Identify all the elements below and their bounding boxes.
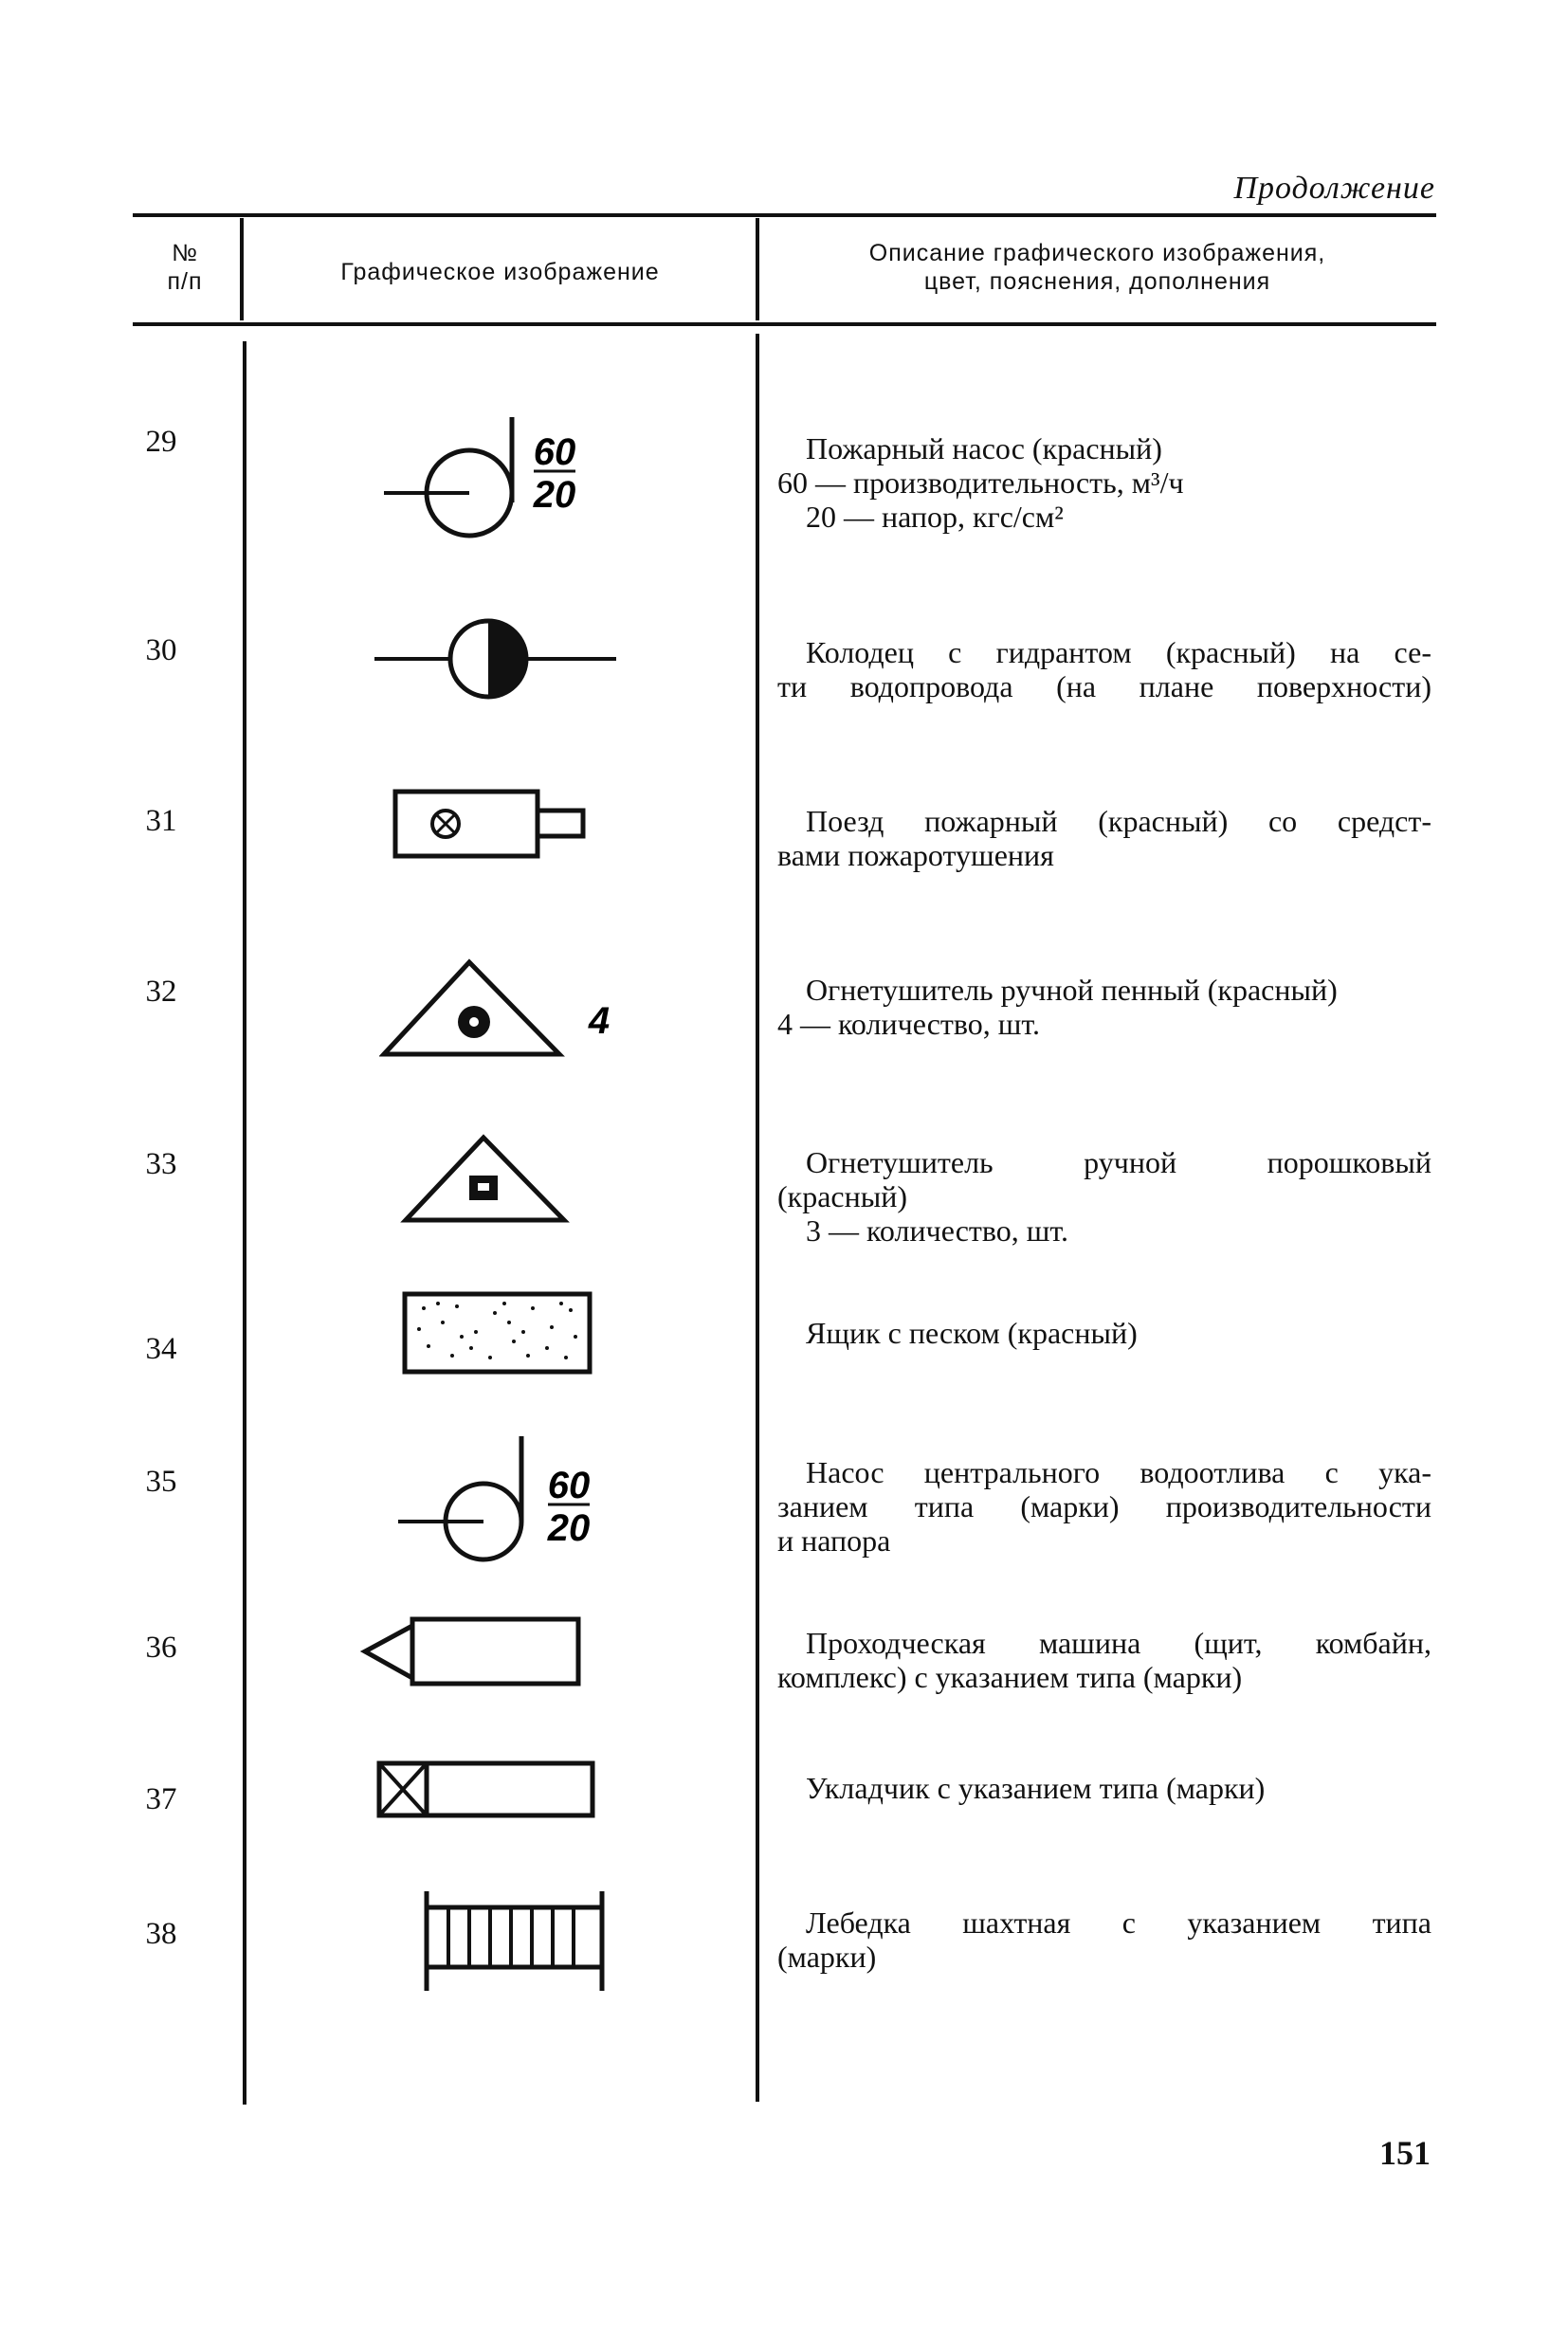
sand-box-symbol [400, 1289, 599, 1379]
row-number: 30 [145, 633, 177, 667]
row-description: Проходческая машина (щит, комбайн, комплекс) с указанием типа (марки) [777, 1626, 1431, 1694]
stacker-symbol [374, 1759, 602, 1825]
row-description: Поезд пожарный (красный) со средст- вами пожаротушения [777, 804, 1431, 872]
row-description: Укладчик с указанием типа (марки) [806, 1771, 1266, 1805]
drainage-pump-symbol [389, 1427, 635, 1578]
header-divider-1 [240, 218, 244, 320]
header-description: Описание графического изображения, цвет, пояснения, дополнения [868, 240, 1326, 295]
row-number: 33 [145, 1147, 177, 1181]
row-number: 35 [145, 1465, 177, 1499]
header-graphic: Графическое изображение [340, 259, 660, 285]
row-description: Огнетушитель ручной пенный (красный) 4 — количество, шт. [777, 973, 1338, 1041]
page-number: 151 [1379, 2134, 1431, 2172]
header-bottom-rule [133, 322, 1436, 326]
row-number: 29 [145, 425, 177, 459]
drainage-pump-capacity: 60 [547, 1465, 591, 1506]
row-number: 34 [145, 1332, 177, 1366]
header-divider-2 [756, 218, 759, 320]
foam-extinguisher-symbol [379, 953, 626, 1062]
row-description: Колодец с гидрантом (красный) на се- ти водопровода (на плане поверхности) [777, 635, 1431, 703]
row-description: Ящик с песком (красный) [806, 1316, 1138, 1350]
row-description: Пожарный насос (красный) 60 — производительность, м³/ч 20 — напор, кгс/см² [777, 431, 1184, 534]
header-number: № п/п [167, 240, 203, 295]
hydrant-well-symbol [370, 607, 626, 711]
row-number: 37 [145, 1782, 177, 1816]
row-description: Лебедка шахтная с указанием типа (марки) [777, 1905, 1431, 1974]
pump-head-label: 20 [533, 474, 576, 516]
pump-capacity-label: 60 [533, 431, 576, 473]
row-description: Огнетушитель ручной порошковый (красный) 3 — количество, шт. [777, 1145, 1431, 1248]
top-rule [133, 213, 1436, 217]
continuation-label: Продолжение [1233, 171, 1435, 206]
mine-winch-symbol [422, 1887, 611, 1996]
row-number: 38 [145, 1917, 177, 1951]
fire-train-symbol [389, 787, 597, 863]
tunneling-machine-symbol [360, 1612, 588, 1692]
column-divider-1 [243, 341, 246, 2105]
row-description: Насос центрального водоотлива с ука- занием типа (марки) производительности и напора [777, 1455, 1431, 1558]
row-number: 31 [145, 804, 177, 838]
column-divider-2 [756, 334, 759, 2102]
drainage-pump-head: 20 [547, 1507, 591, 1549]
foam-extinguisher-count: 4 [588, 1000, 611, 1042]
row-number: 32 [145, 975, 177, 1009]
powder-extinguisher-symbol [398, 1128, 588, 1232]
fire-pump-symbol [374, 408, 621, 540]
row-number: 36 [145, 1631, 177, 1665]
